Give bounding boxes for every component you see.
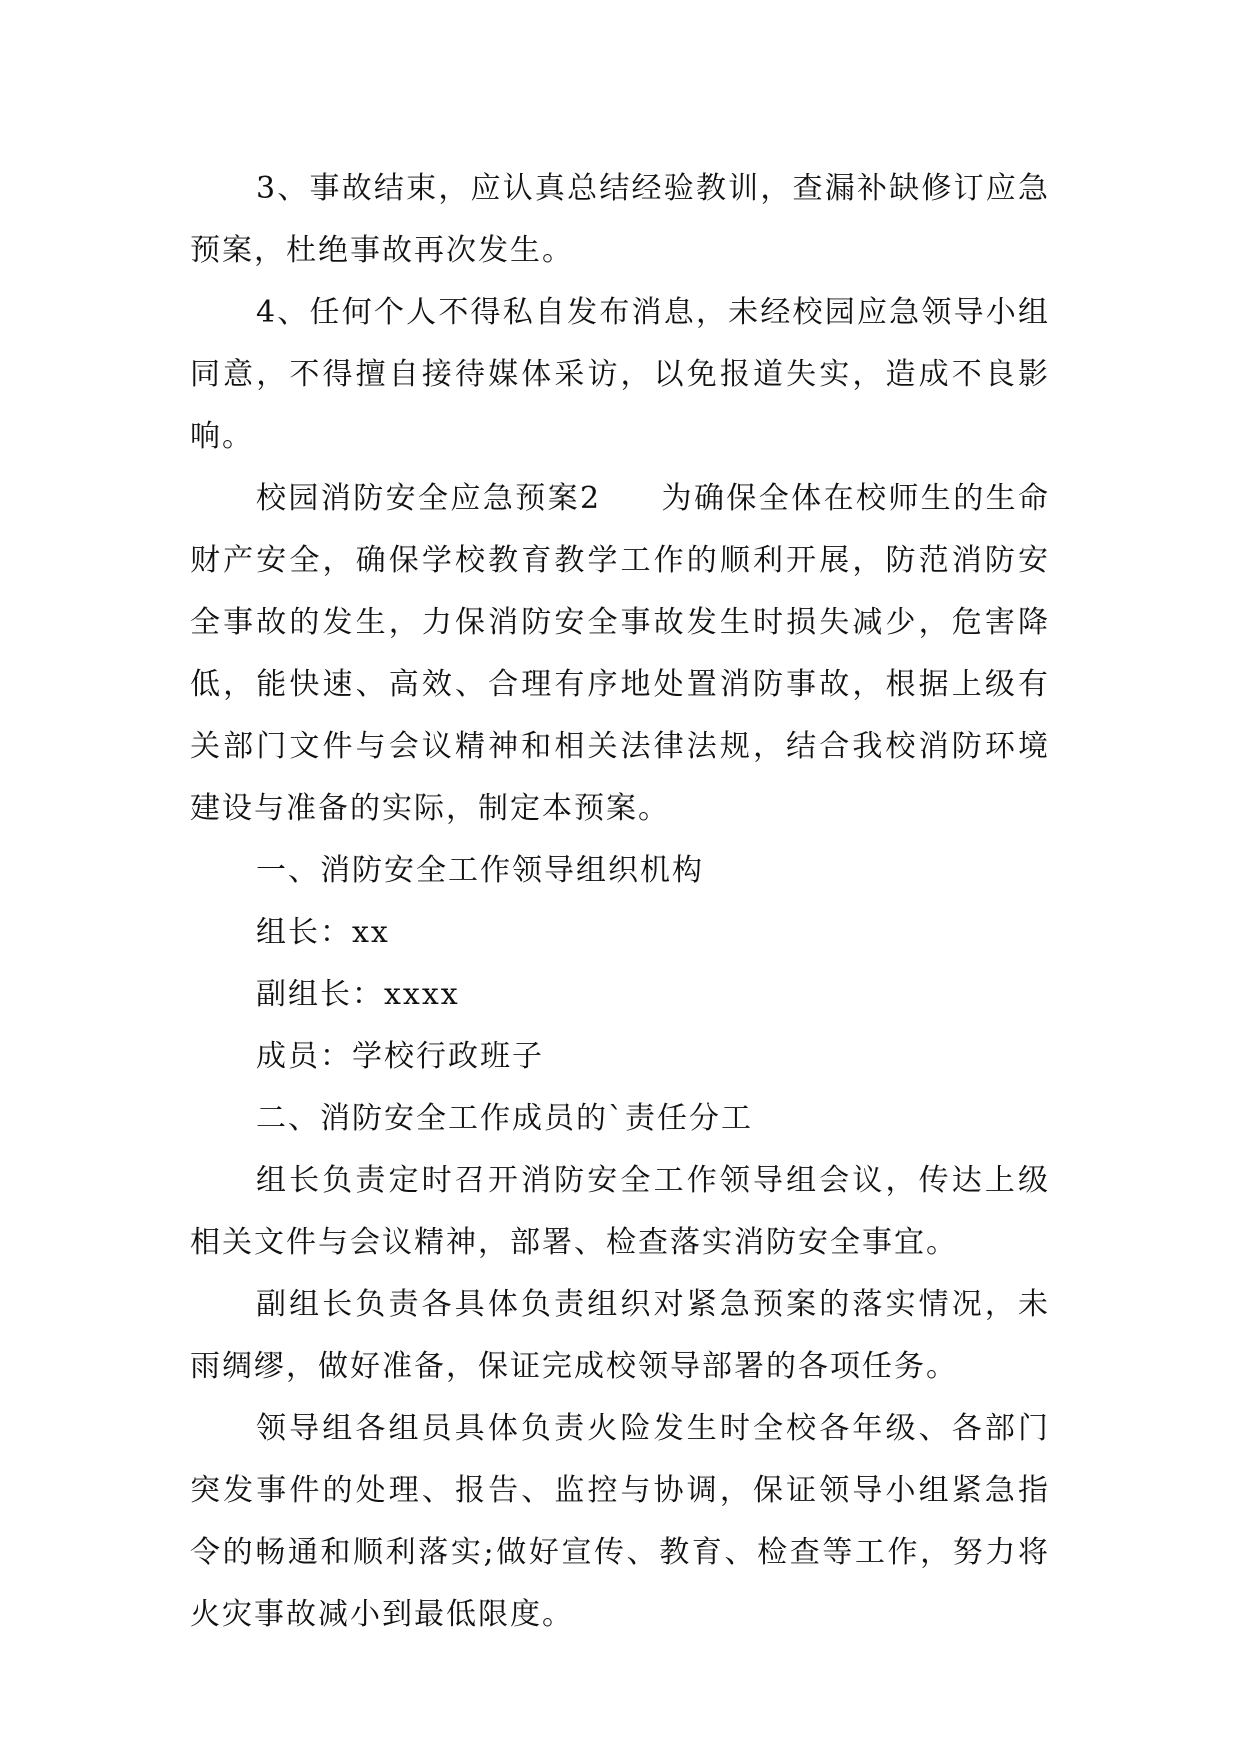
section-intro-paragraph [190,468,1050,840]
heading-leadership-organization: 一、消防安全工作领导组织机构 [256,853,704,888]
deputy-leader-line: 副组长：xxxx [256,977,460,1012]
heading-responsibilities: 二、消防安全工作成员的`责任分工 [256,1101,753,1136]
section-intro-text: 为确保全体在校师生的生命财产安全，确保学校教育教学工作的顺利开展，防范消防安全事故的发生，力保消防安全事故发生时损失减少，危害降低，能快速、高效、合理有序地处置消防事故，根据上级有关部门文件与会议精神和相关法律法规，结合我校消防环境建设与准备的实际，制定本预案。 [190,481,1050,826]
section-title: 校园消防安全应急预案2 [256,481,602,516]
paragraph-item-3: 3、事故结束，应认真总结经验教训，查漏补缺修订应急预案，杜绝事故再次发生。 [190,171,1050,268]
members-line: 成员：学校行政班子 [256,1039,544,1074]
leader-line: 组长：xx [256,915,390,950]
paragraph-item-4: 4、任何个人不得私自发布消息，未经校园应急领导小组同意，不得擅自接待媒体采访，以免报道失实，造成不良影响。 [190,295,1050,454]
document-body [190,158,1050,1646]
leader-duty-paragraph: 组长负责定时召开消防安全工作领导组会议，传达上级相关文件与会议精神，部署、检查落实消防安全事宜。 [190,1163,1050,1260]
member-duty-paragraph: 领导组各组员具体负责火险发生时全校各年级、各部门突发事件的处理、报告、监控与协调，保证领导小组紧急指令的畅通和顺利落实;做好宣传、教育、检查等工作，努力将火灾事故减小到最低限度。 [190,1411,1050,1632]
deputy-duty-paragraph: 副组长负责各具体负责组织对紧急预案的落实情况，未雨绸缪，做好准备，保证完成校领导部署的各项任务。 [190,1287,1050,1384]
